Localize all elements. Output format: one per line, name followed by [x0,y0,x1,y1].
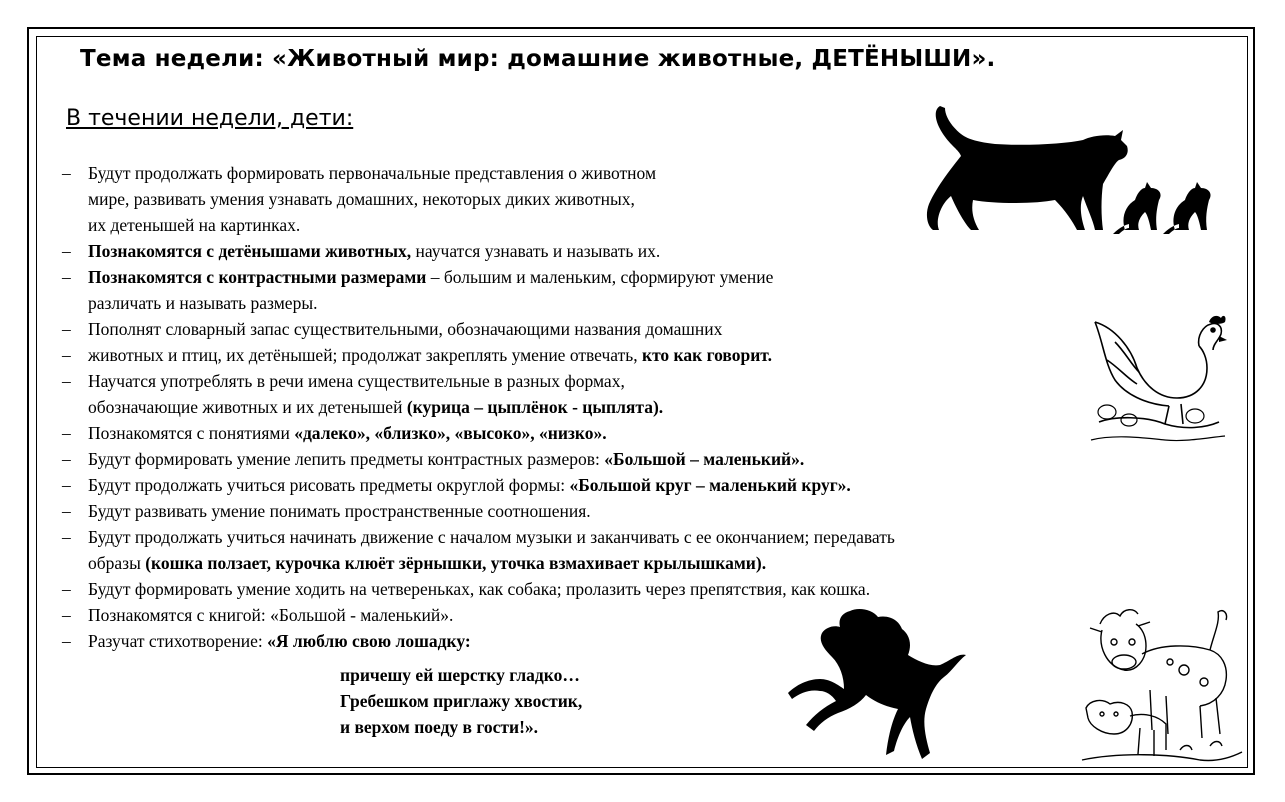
list-item-line [88,524,1262,550]
list-item-line [88,446,1262,472]
poem-block [340,662,582,740]
list-item [62,472,1262,498]
regular-text: Будут формировать умение ходить на четвереньках, как собака; пролазить через препятствия, как кошка. [88,579,871,599]
list-item [62,498,1262,524]
cow-with-calf-illustration [1080,600,1245,765]
dash-bullet: – [62,605,71,625]
dash-bullet: – [62,163,71,183]
list-item-line [88,238,1262,264]
poem-line: причешу ей шерстку гладко… [340,665,580,685]
bold-text: «Я люблю свою лошадку: [267,631,471,651]
regular-text: научатся узнавать и называть их. [411,241,661,261]
regular-text: Разучат стихотворение: [88,631,268,651]
dash-bullet: – [62,423,71,443]
bold-text: (курица – цыплёнок - цыплята). [406,397,664,417]
page-subtitle: В течении недели, дети: [66,106,354,131]
poem-line: и верхом поеду в гости!». [340,717,539,737]
regular-text: различать и называть размеры. [88,293,318,313]
dash-bullet: – [62,449,71,469]
dash-bullet: – [62,579,71,599]
horse-illustration [780,605,970,765]
regular-text: Будут продолжать формировать первоначальные представления о животном [88,163,657,183]
dash-bullet: – [62,267,71,287]
regular-text: – большим и маленьким, сформируют умение [426,267,774,287]
list-item [62,446,1262,472]
hen-with-chicks-illustration [1085,312,1230,447]
regular-text: обозначающие животных и их детенышей [88,397,407,417]
dash-bullet: – [62,241,71,261]
bold-text: Познакомятся с контрастными размерами [88,267,427,287]
regular-text: Пополнят словарный запас существительными, обозначающими названия домашних [88,319,723,339]
regular-text: животных и птиц, их детёнышей; продолжат закреплять умение отвечать, [88,345,642,365]
bold-text: «Большой круг – маленький круг». [569,475,851,495]
dash-bullet: – [62,631,71,651]
list-item [62,368,1262,420]
bold-text: «далеко», «близко», «высоко», «низко». [294,423,607,443]
bold-text: «Большой – маленький». [604,449,805,469]
regular-text: их детенышей на картинках. [88,215,301,235]
regular-text: Будут продолжать учиться начинать движение с началом музыки и заканчивать с ее окончанием; передавать [88,527,895,547]
list-item-line [88,576,1262,602]
list-item-line [88,550,1262,576]
bold-text: кто как говорит. [641,345,772,365]
cat-with-kittens-illustration [915,100,1225,240]
regular-text: Научатся употреблять в речи имена существительные в разных формах, [88,371,625,391]
regular-text: Познакомятся с понятиями [88,423,295,443]
page-title: Тема недели: «Животный мир: домашние животные, ДЕТЁНЫШИ». [80,46,996,72]
regular-text: мире, развивать умения узнавать домашних, некоторых диких животных, [88,189,635,209]
regular-text: Будут формировать умение лепить предметы контрастных размеров: [88,449,605,469]
regular-text: Будут развивать умение понимать пространственные соотношения. [88,501,591,521]
list-item [62,316,1262,342]
list-item-line [88,472,1262,498]
dash-bullet: – [62,371,71,391]
poem-line: Гребешком приглажу хвостик, [340,691,583,711]
list-item [62,238,1262,264]
bold-text: (кошка ползает, курочка клюёт зёрнышки, уточка взмахивает крылышками). [145,553,767,573]
list-item-line [88,498,1262,524]
list-item [62,264,1262,316]
list-item-line [88,264,1262,290]
regular-text: образы [88,553,146,573]
list-item [62,524,1262,576]
dash-bullet: – [62,527,71,547]
list-item [62,420,1262,446]
dash-bullet: – [62,501,71,521]
list-item [62,576,1262,602]
bold-text: Познакомятся с детёнышами животных, [88,241,412,261]
dash-bullet: – [62,345,71,365]
regular-text: Будут продолжать учиться рисовать предметы округлой формы: [88,475,570,495]
regular-text: Познакомятся с книгой: «Большой - маленький». [88,605,454,625]
dash-bullet: – [62,475,71,495]
dash-bullet: – [62,319,71,339]
list-item [62,342,1262,368]
